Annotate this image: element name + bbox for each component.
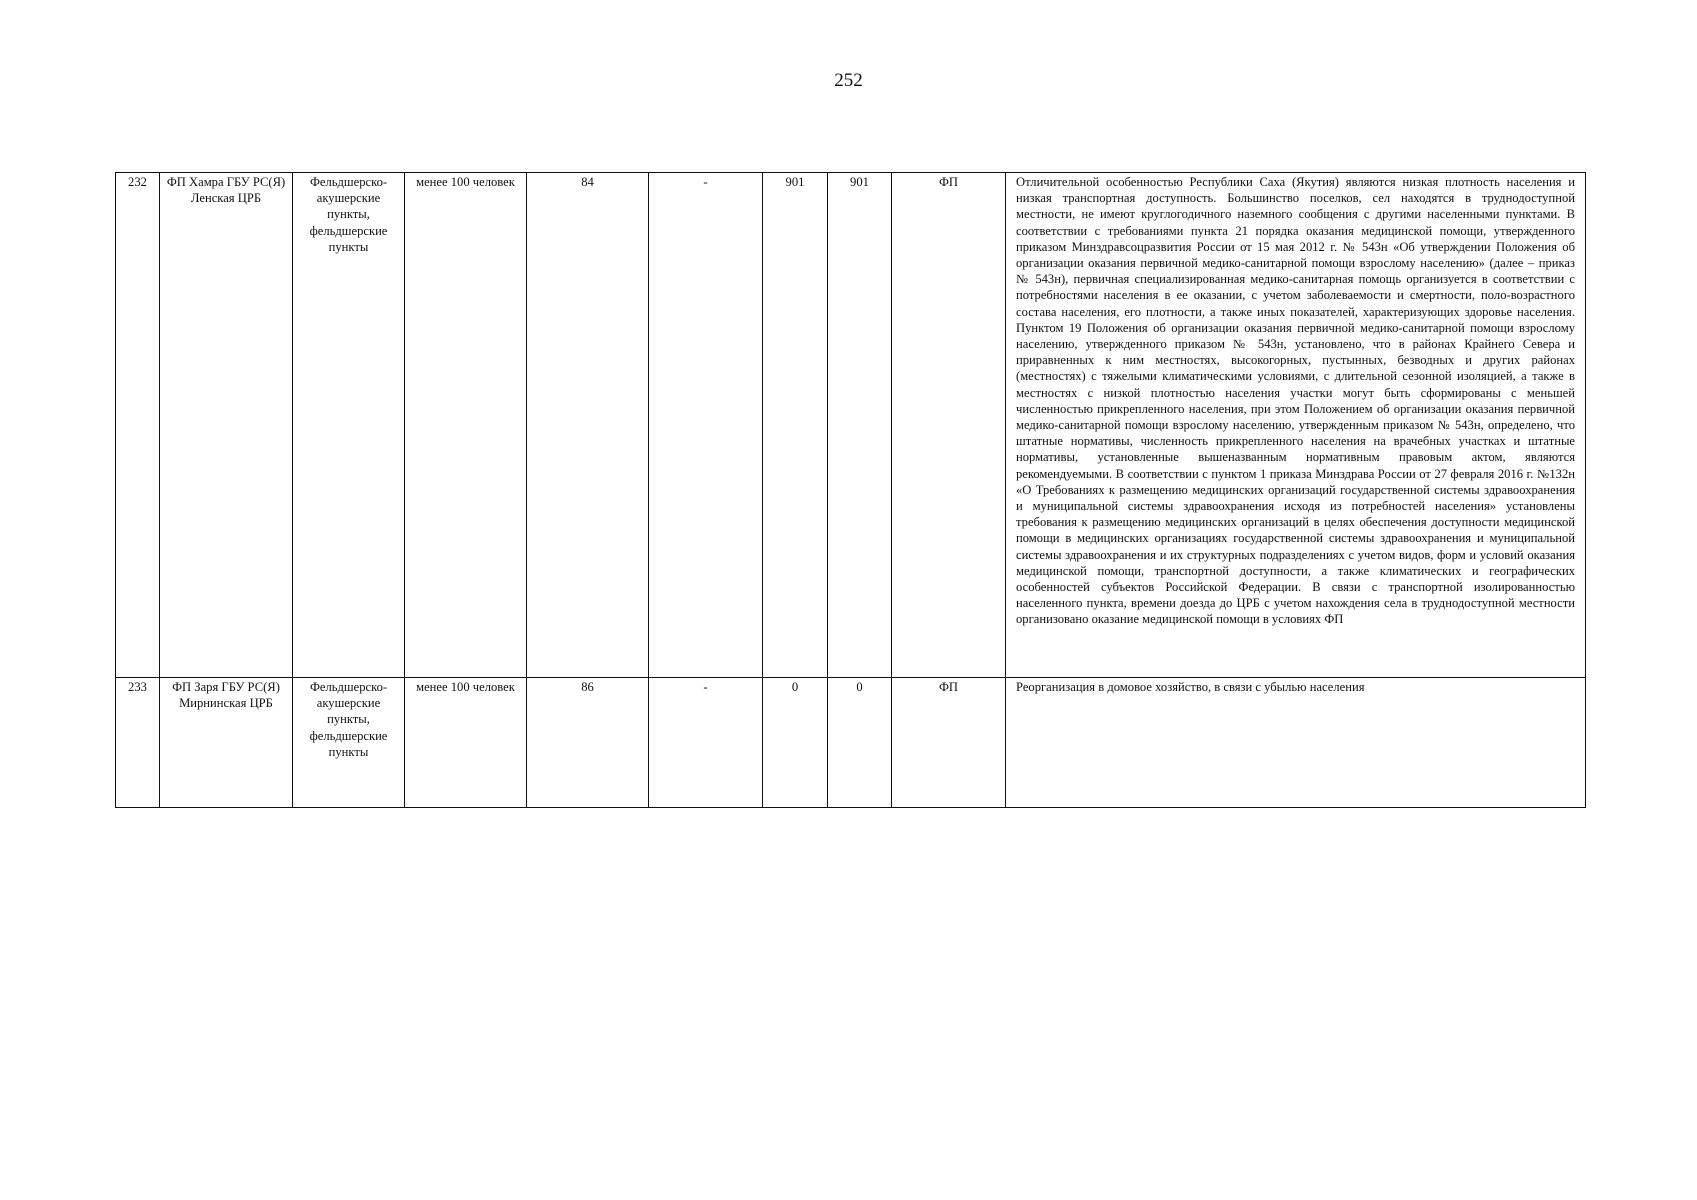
value-cell: 86 bbox=[527, 678, 649, 808]
facility-table bbox=[115, 172, 1586, 808]
table-row bbox=[116, 173, 1586, 678]
table-row bbox=[116, 678, 1586, 808]
facility-kind: ФП bbox=[892, 678, 1006, 808]
value-cell: 84 bbox=[527, 173, 649, 678]
facility-name: ФП Заря ГБУ РС(Я) Мирнинская ЦРБ bbox=[160, 678, 293, 808]
value-cell: 901 bbox=[763, 173, 828, 678]
facility-type: Фельдшерско-акушерские пункты, фельдшерские пункты bbox=[293, 173, 405, 678]
justification-text: Реорганизация в домовое хозяйство, в связи с убылью населения bbox=[1006, 678, 1586, 808]
value-cell: 0 bbox=[828, 678, 892, 808]
page-number: 252 bbox=[834, 70, 863, 91]
value-cell: - bbox=[649, 173, 763, 678]
row-number: 233 bbox=[116, 678, 160, 808]
justification-text: Отличительной особенностью Республики Саха (Якутия) являются низкая плотность населения и низкая транспортная доступность. Большинство поселков, сел находятся в труднодоступной местности, не имеют круглогодичного наземного сообщения с другими населенными пунктами. В соответствии с требованиями пункта 21 порядка оказания медицинской помощи, утвержденного приказом Минздравсоцразвития России от 15 мая 2012 г. № 543н «Об утверждении Положения об организации оказания первичной медико-санитарной помощи взрослому населению» (далее – приказ № 543н), первичная специализированная медико-санитарная помощь организуется в соответствии с потребностями населения в ее оказании, с учетом заболеваемости и смертности, поло-возрастного состава населения, его плотности, а также иных показателей, характеризующих здоровье населения. Пунктом 19 Положения об организации оказания первичной медико-санитарной помощи взрослому населению, утвержденного приказом № 543н, установлено, что в районах Крайнего Севера и приравненных к ним местностях, высокогорных, пустынных, безводных и других районах (местностях) с тяжелыми климатическими условиями, с длительной сезонной изоляцией, а также в местностях с низкой плотностью населения участки могут быть сформированы с меньшей численностью прикрепленного населения, при этом Положением об организации оказания первичной медико-санитарной помощи взрослому населению, утвержденным приказом № 543н, определено, что штатные нормативы, численность прикрепленного населения на врачебных участках и штатные нормативы, установленные вышеназванным нормативным правовым актом, являются рекомендуемыми. В соответствии с пунктом 1 приказа Минздрава России от 27 февраля 2016 г. №132н «О Требованиях к размещению медицинских организаций государственной системы здравоохранения и муниципальной системы здравоохранения исходя из потребностей населения» установлены требования к размещению медицинских организаций в целях обеспечения доступности медицинской помощи в медицинских организациях государственной системы здравоохранения и муниципальной системы здравоохранения и их структурных подразделениях с учетом видов, форм и условий оказания медицинской помощи, транспортной доступности, а также климатических и географических особенностей субъектов Российской Федерации. В связи с транспортной изолированностью населенного пункта, времени доезда до ЦРБ с учетом нахождения села в труднодоступной местности организовано оказание медицинской помощи в условиях ФП bbox=[1006, 173, 1586, 678]
value-cell: 0 bbox=[763, 678, 828, 808]
facility-type: Фельдшерско-акушерские пункты, фельдшерские пункты bbox=[293, 678, 405, 808]
facility-kind: ФП bbox=[892, 173, 1006, 678]
value-cell: - bbox=[649, 678, 763, 808]
population-capacity: менее 100 человек bbox=[405, 173, 527, 678]
value-cell: 901 bbox=[828, 173, 892, 678]
row-number: 232 bbox=[116, 173, 160, 678]
facility-name: ФП Хамра ГБУ РС(Я) Ленская ЦРБ bbox=[160, 173, 293, 678]
population-capacity: менее 100 человек bbox=[405, 678, 527, 808]
